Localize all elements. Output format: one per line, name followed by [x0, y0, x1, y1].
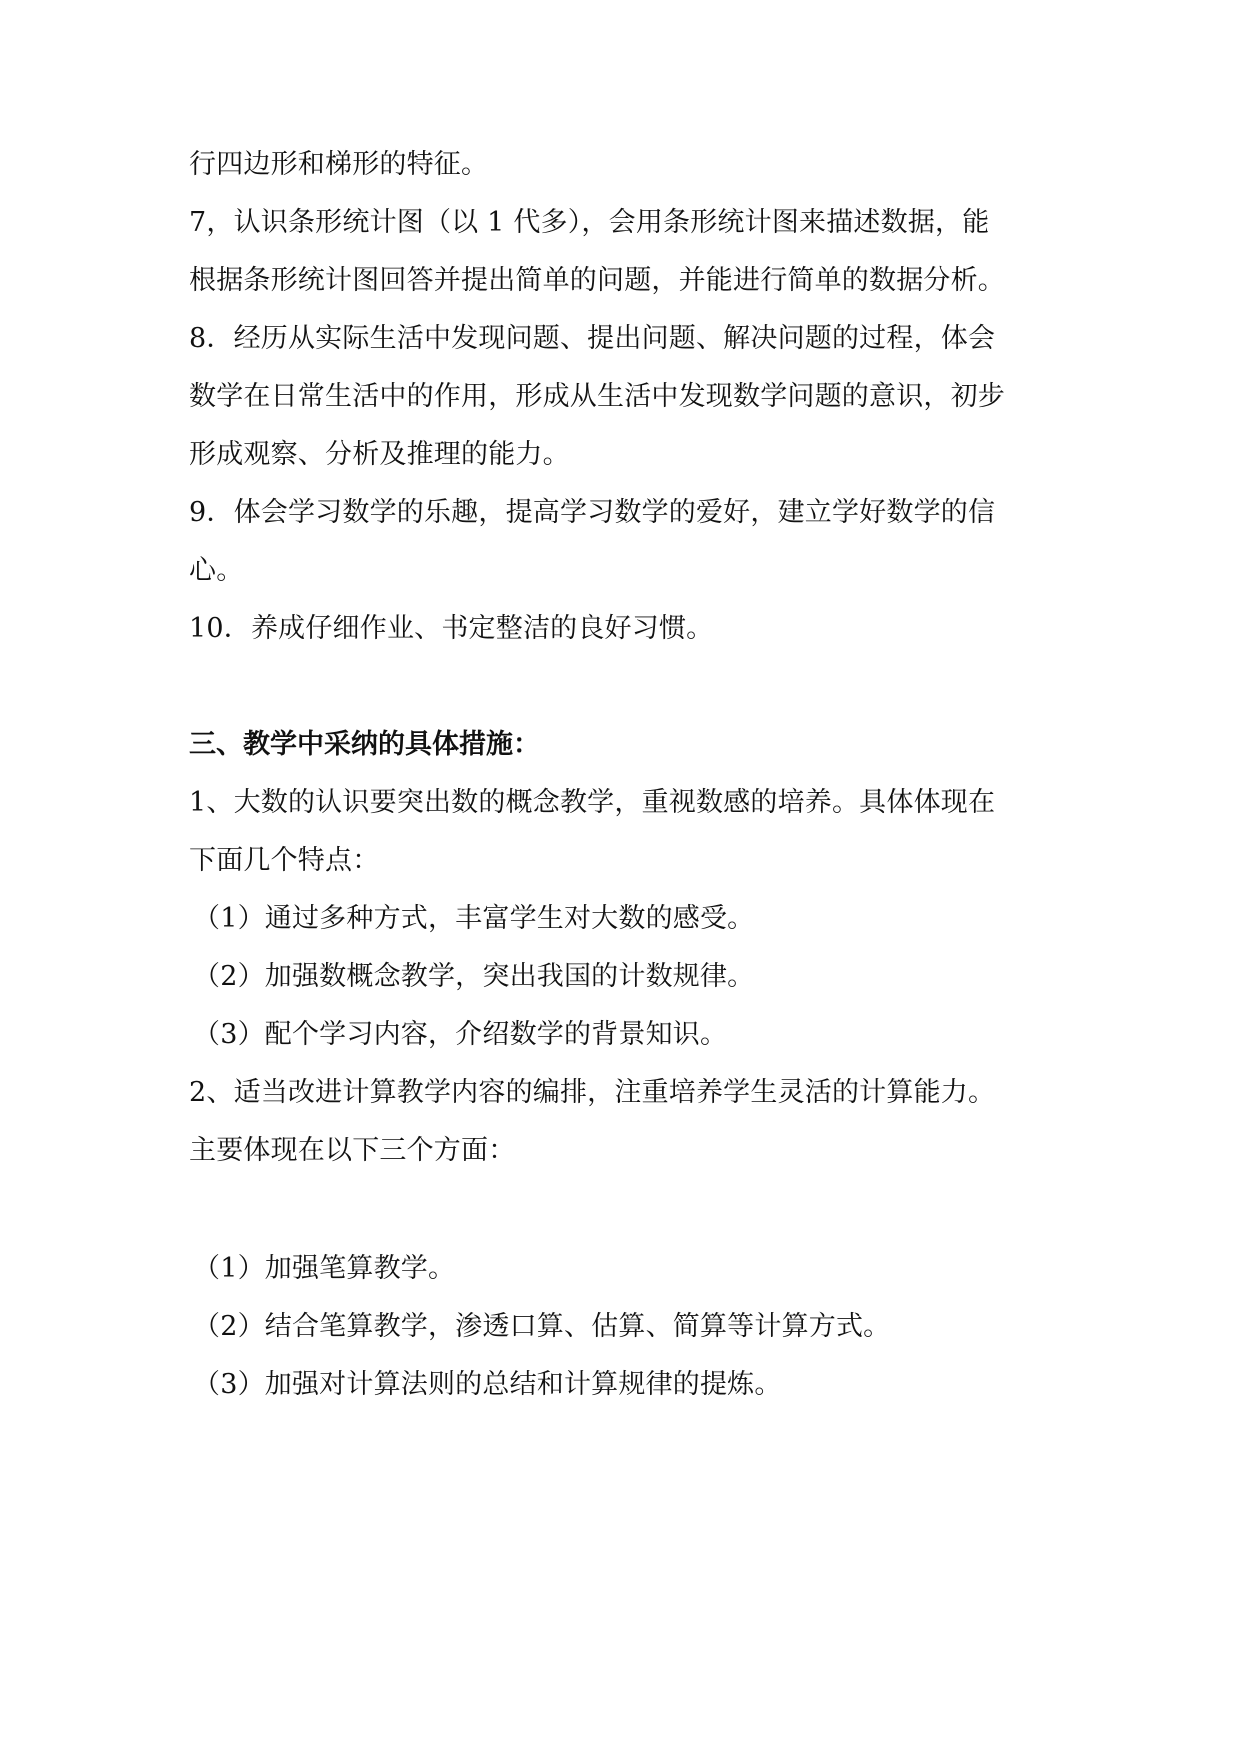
- list-item: （2）结合笔算教学，渗透口算、估算、简算等计算方式。: [193, 1311, 891, 1342]
- paragraph-line: 7，认识条形统计图（以 1 代多），会用条形统计图来描述数据，能: [189, 207, 990, 238]
- paragraph-line: 2、适当改进计算教学内容的编排，注重培养学生灵活的计算能力。: [189, 1077, 996, 1108]
- paragraph-line: 形成观察、分析及推理的能力。: [189, 439, 570, 470]
- list-item: （1）加强笔算教学。: [193, 1253, 456, 1284]
- paragraph-line: 1、大数的认识要突出数的概念教学，重视数感的培养。具体体现在: [189, 787, 996, 818]
- paragraph-line: 9．体会学习数学的乐趣，提高学习数学的爱好，建立学好数学的信: [189, 497, 996, 528]
- list-item: （3）加强对计算法则的总结和计算规律的提炼。: [193, 1369, 782, 1400]
- paragraph-line: 8．经历从实际生活中发现问题、提出问题、解决问题的过程，体会: [189, 323, 996, 354]
- paragraph-line: 数学在日常生活中的作用，形成从生活中发现数学问题的意识，初步: [189, 381, 1005, 412]
- list-item: （2）加强数概念教学，突出我国的计数规律。: [193, 961, 755, 992]
- paragraph-line: 心。: [189, 555, 244, 586]
- paragraph-line: 主要体现在以下三个方面：: [189, 1135, 516, 1166]
- paragraph-line: 行四边形和梯形的特征。: [189, 149, 489, 180]
- list-item: （1）通过多种方式，丰富学生对大数的感受。: [193, 903, 755, 934]
- list-item: （3）配个学习内容，介绍数学的背景知识。: [193, 1019, 728, 1050]
- paragraph-line: 10．养成仔细作业、书定整洁的良好习惯。: [189, 613, 714, 644]
- paragraph-line: 根据条形统计图回答并提出简单的问题，并能进行简单的数据分析。: [189, 265, 1005, 296]
- paragraph-line: 下面几个特点：: [189, 845, 380, 876]
- section-heading: 三、教学中采纳的具体措施：: [189, 729, 540, 760]
